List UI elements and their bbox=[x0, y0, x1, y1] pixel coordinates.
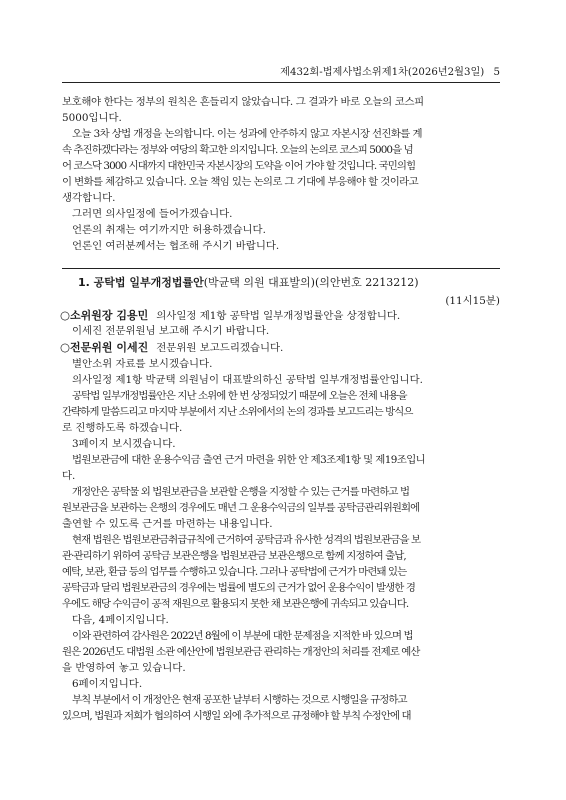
text-line: 언론인 여러분께서는 협조해 주시기 바랍니다. bbox=[72, 240, 280, 252]
speaker-marker: ○ bbox=[60, 308, 71, 322]
text-line: 을 반영하여 놓고 있습니다. bbox=[62, 662, 186, 674]
speaker-marker: ○ bbox=[60, 340, 71, 354]
speaker-name: 전문위원 이세진 bbox=[70, 341, 149, 354]
text-line: 이세진 전문위원님 보고해 주시기 바랍니다. bbox=[72, 325, 270, 337]
text-line: 우에도 해당 수익금이 공적 재원으로 활용되지 못한 채 보관은행에 귀속되고 있습니다. bbox=[62, 598, 409, 610]
text-line: 예탁, 보관, 환급 등의 업무를 수행하고 있습니다. 그러나 공탁법에 근거가 마련돼 있는 bbox=[62, 566, 407, 578]
text-line: 개정안은 공탁물 외 법원보관금을 보관할 은행을 지정할 수 있는 근거를 마련하고 법 bbox=[72, 486, 410, 498]
text-line: 출연할 수 있도록 근거를 마련하는 내용입니다. bbox=[62, 518, 273, 530]
text-line: 공탁금과 달리 법원보관금의 경우에는 법률에 별도의 근거가 없어 운용수익이 발생한 경 bbox=[62, 582, 415, 594]
text-line: 로 진행하도록 하겠습니다. bbox=[62, 422, 183, 434]
text-line: 부칙 부분에서 이 개정안은 현재 공포한 날부터 시행하는 것으로 시행일을 규정하고 bbox=[72, 694, 407, 706]
text-line: 관·관리하기 위하여 공탁금 보관은행을 법원보관금 보관은행으로 함께 지정하여 출납, bbox=[62, 550, 406, 562]
text-line: 그러면 의사일정에 들어가겠습니다. bbox=[72, 208, 233, 220]
text-line: 있으며, 법원과 저희가 협의하여 시행일 외에 추가적으로 규정해야 할 부칙 수정안에 대 bbox=[62, 710, 411, 722]
header-rule bbox=[62, 82, 500, 83]
section-rule bbox=[62, 268, 500, 269]
text-line: 원은 2026년도 대법원 소관 예산안에 법원보관금 관리하는 개정안의 처리를 전제로 예산 bbox=[62, 646, 420, 658]
agenda-item-title bbox=[78, 274, 419, 290]
session-info: 제432회-법제사법소위제1차(2026년2월3일) bbox=[280, 67, 485, 78]
text-line: 간략하게 말씀드리고 마지막 부분에서 지난 소위에서의 논의 경과를 보고드리는 방식으 bbox=[62, 406, 413, 418]
speech-text: 의사일정 제1항 공탁법 일부개정법률안을 상정합니다. bbox=[156, 310, 401, 322]
text-line: 보호해야 한다는 정부의 원칙은 흔들리지 않았습니다. 그 결과가 바로 오늘의 코스피 bbox=[62, 96, 424, 108]
speech-line bbox=[60, 307, 508, 324]
bill-name: 1. 공탁법 일부개정법률안 bbox=[78, 276, 204, 289]
text-line: 5000입니다. bbox=[62, 112, 122, 124]
text-line: 원보관금을 보관하는 은행의 경우에도 매년 그 운용수익금의 일부를 공탁금관리위원회에 bbox=[62, 502, 420, 514]
text-line: 다음, 4페이지입니다. bbox=[72, 614, 169, 626]
time-stamp: (11시15분) bbox=[445, 295, 500, 307]
page-number: 5 bbox=[493, 67, 500, 78]
text-line: 의사일정 제1항 박균택 의원님이 대표발의하신 공탁법 일부개정법률안입니다. bbox=[72, 374, 423, 386]
text-line: 3페이지 보시겠습니다. bbox=[72, 438, 176, 450]
page-header bbox=[62, 63, 500, 78]
text-line: 어 코스닥 3000 시대까지 대한민국 자본시장의 도약을 이어 가야 할 것입니다. 국민의힘 bbox=[62, 160, 416, 172]
text-line: 현재 법원은 법원보관금취급규칙에 근거하여 공탁금과 유사한 성격의 법원보관금을 보 bbox=[72, 534, 421, 546]
text-line: 속 추진하겠다라는 정부와 여당의 확고한 의지입니다. 오늘의 논의로 코스피 5000을 넘 bbox=[62, 144, 413, 156]
bill-sponsor: (박균택 의원 대표발의)(의안번호 2213212) bbox=[203, 276, 419, 289]
text-line: 별안소위 자료를 보시겠습니다. bbox=[72, 358, 213, 370]
text-line: 이와 관련하여 감사원은 2022년 8월에 이 부분에 대한 문제점을 지적한 바 있으며 법 bbox=[72, 630, 413, 642]
text-line: 오늘 3차 상법 개정을 논의합니다. 이는 성과에 안주하지 않고 자본시장 선진화를 계 bbox=[72, 128, 422, 140]
text-line: 공탁법 일부개정법률안은 지난 소위에 한 번 상정되었기 때문에 오늘은 전체 내용을 bbox=[72, 390, 407, 402]
text-line: 이 변화를 체감하고 있습니다. 오늘 책임 있는 논의로 그 기대에 부응해야 할 것이라고 bbox=[62, 176, 419, 188]
speech-text: 전문위원 보고드리겠습니다. bbox=[156, 342, 284, 354]
text-line: 다. bbox=[62, 470, 76, 482]
speech-line bbox=[60, 339, 508, 356]
text-line: 언론의 취재는 여기까지만 허용하겠습니다. bbox=[72, 224, 266, 236]
text-line: 생각합니다. bbox=[62, 192, 116, 204]
speaker-name: 소위원장 김용민 bbox=[70, 309, 149, 322]
text-line: 6페이지입니다. bbox=[72, 678, 143, 690]
text-line: 법원보관금에 대한 운용수익금 출연 근거 마련을 위한 안 제3조제1항 및 제19조입니 bbox=[72, 454, 426, 466]
